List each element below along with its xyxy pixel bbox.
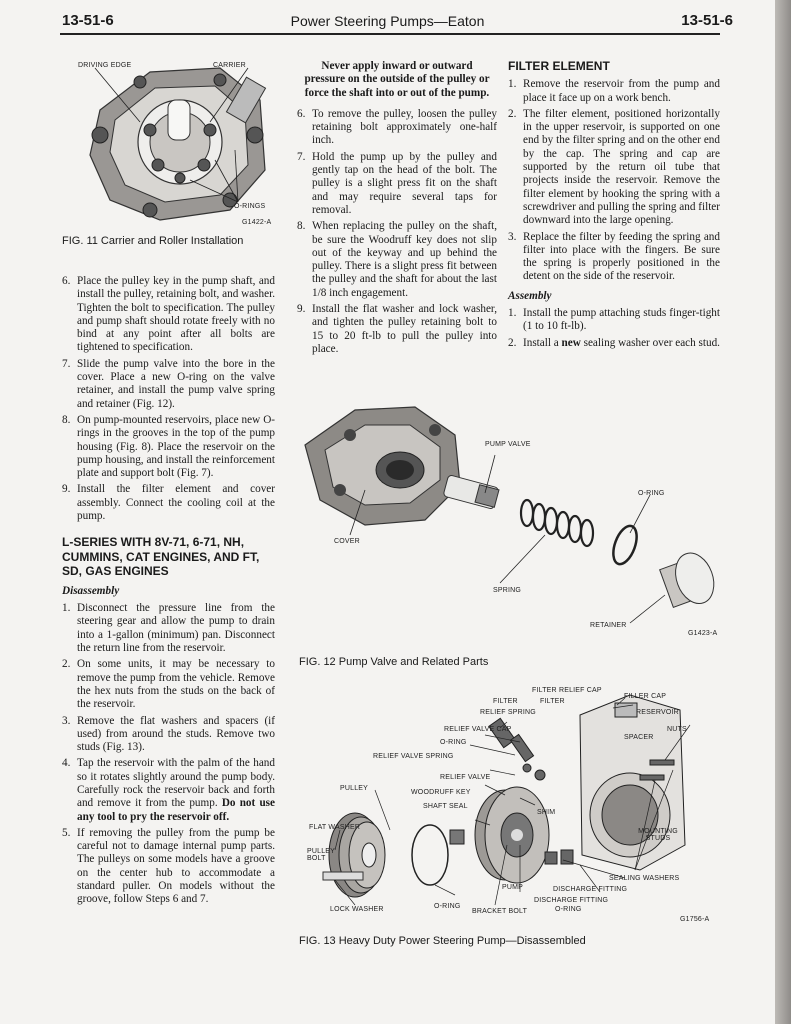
list-item: 6. To remove the pulley, loosen the pulley retaining bolt approximately one-half inch.: [297, 107, 497, 147]
disassembly-steps-list: [62, 602, 275, 907]
fig13-label-filter: FILTER: [493, 698, 518, 705]
fig13-label-discharge-fitting-1: DISCHARGE FITTING: [553, 886, 628, 893]
list-item: 4. Tap the reservoir with the palm of the hand so it rotates slightly around the pump body. Carefully rock the reservoir back and forth and remove it from the pump. Do not use any tool to pry the reservoir off.: [62, 757, 275, 823]
fig13-label-shim: SHIM: [537, 809, 556, 816]
fig12-label-cover: COVER: [334, 538, 360, 545]
fig13-label-pulley: PULLEY: [340, 785, 369, 792]
page-number-left: 13-51-6: [62, 12, 114, 29]
fig13-label-sealing-washers: SEALING WASHERS: [609, 875, 680, 882]
assembly-heading: Assembly: [508, 289, 552, 302]
fig11-code: G1422-A: [242, 219, 272, 226]
list-item: 1. Install the pump attaching studs finger-tight (1 to 10 ft-lb).: [508, 307, 720, 333]
fig12-label-pump-valve: PUMP VALVE: [485, 441, 531, 448]
list-item: 2. The filter element, positioned horizontally in the upper reservoir, is supported on one end by the filter spring and on the other end by the cap. The spring and cap are supported by the return oil tube that projects inside the reservoir. Remove the filter element by hooking the spring with a screwdriver and pulling the spring and filter downward into the large opening.: [508, 107, 720, 227]
fig13-label-relief-valve: RELIEF VALVE: [440, 774, 491, 781]
section-heading: L-SERIES WITH 8V-71, 6-71, NH, CUMMINS, CAT ENGINES, AND FT, SD, GAS ENGINES: [62, 535, 260, 579]
fig13-label-pulley-bolt: PULLEY BOLT: [307, 848, 335, 862]
fig13-label-relief-valve-cap: RELIEF VALVE CAP: [444, 726, 512, 733]
fig12-label-retainer: RETAINER: [590, 622, 627, 629]
fig13-label-oring-3: O-RING: [555, 906, 582, 913]
fig13-label-woodruff-key: WOODRUFF KEY: [411, 789, 471, 796]
fig12-label-spring: SPRING: [493, 587, 522, 594]
fig13-illustration: [295, 680, 735, 930]
fig13-label-flat-washer: FLAT WASHER: [309, 824, 361, 831]
fig13-label-oring-1: O-RING: [440, 739, 467, 746]
fig13-label-relief-valve-spring: RELIEF VALVE SPRING: [373, 753, 454, 760]
fig12-label-oring: O-RING: [638, 490, 665, 497]
list-item: 3. Remove the flat washers and spacers (if used) from around the studs. Remove two studs (Fig. 13).: [62, 714, 275, 754]
page-title: Power Steering Pumps—Eaton: [290, 13, 485, 29]
fig13-label-pump: PUMP: [502, 884, 524, 891]
fig13-code: G1756-A: [680, 916, 710, 923]
disassembly-heading: Disassembly: [62, 584, 120, 597]
fig12-code: G1423-A: [688, 630, 718, 637]
fig13-label-oring-2: O-RING: [434, 903, 461, 910]
list-item: 3. Replace the filter by feeding the spring and filter into place with the fingers. Be sure the spring is properly positioned in the detent on the side of the reservoir.: [508, 230, 720, 283]
filter-element-heading: FILTER ELEMENT: [508, 59, 610, 73]
fig13-label-lock-washer: LOCK WASHER: [330, 906, 384, 913]
list-item: 7. Hold the pump up by the pulley and gently tap on the head of the bolt. The pulley is a slight press fit on the shaft and may require several taps for removal.: [297, 150, 497, 216]
fig13-caption: FIG. 13 Heavy Duty Power Steering Pump—Disassembled: [299, 935, 586, 947]
fig11-caption: FIG. 11 Carrier and Roller Installation: [62, 235, 244, 247]
fig13-label-nuts: NUTS: [667, 726, 687, 733]
filter-steps-list: [508, 78, 720, 283]
fig13-label-reservoir: RESERVOIR: [636, 709, 679, 716]
list-item: 7. Slide the pump valve into the bore in the cover. Place a new O-ring on the valve retainer, and install the pump valve spring and retainer (Fig. 12).: [62, 357, 275, 410]
fig13-label-filter-plain: FILTER: [540, 698, 565, 705]
fig11-label-driving-edge: DRIVING EDGE: [78, 62, 132, 69]
list-item: 8. On pump-mounted reservoirs, place new O-rings in the grooves in the top of the pump housing (Fig. 8). Place the reservoir on the pump housing, and install the reinforcement plate and support bolt (Fig. 7).: [62, 413, 275, 480]
fig13-label-mounting-studs: MOUNTING STUDS: [638, 828, 678, 842]
fig13-label-bracket-bolt: BRACKET BOLT: [472, 908, 528, 915]
fig13-label-spacer: SPACER: [624, 734, 654, 741]
page-edge: [775, 0, 791, 1024]
list-item: 2. Install a new sealing washer over each stud.: [508, 336, 720, 349]
list-item: 6. Place the pulley key in the pump shaft, and install the pulley, retaining bolt, and washer. Tighten the bolt to specification. The pulley and pump shaft should rotate freely with no bind at any point after all bolts are tightened to specification.: [62, 275, 275, 354]
fig12-illustration: [295, 395, 735, 645]
list-item: 1. Disconnect the pressure line from the steering gear and allow the pump to drain into a 1-gallon (minimum) pan. Disconnect the return line from the reservoir.: [62, 602, 275, 655]
header-rule: [60, 33, 720, 35]
caution-note: Never apply inward or outward pressure on the outside of the pulley or force the shaft into or out of the pump.: [304, 60, 490, 99]
list-item: 2. On some units, it may be necessary to remove the pump from the vehicle. Remove the hex nuts from the studs on the back of the reservoir.: [62, 658, 275, 711]
list-item: 5. If removing the pulley from the pump be careful not to damage internal pump parts. The pulleys on some models have a groove on the center hub to accommodate a standard puller. On models without the groove, follow Steps 6 and 7.: [62, 826, 275, 906]
column-left: [62, 275, 275, 910]
fig12-caption: FIG. 12 Pump Valve and Related Parts: [299, 656, 489, 668]
fig13-label-filter-relief-cap: FILTER RELIEF CAP: [532, 687, 602, 694]
fig13-label-relief-spring: RELIEF SPRING: [480, 709, 536, 716]
fig13-label-shaft-seal: SHAFT SEAL: [423, 803, 468, 810]
page-number-right: 13-51-6: [681, 12, 733, 29]
column-right: [508, 60, 720, 353]
assembly-list: [508, 307, 720, 350]
fig11-label-orings: O-RINGS: [234, 203, 266, 210]
fig13-label-filler-cap: FILLER CAP: [624, 693, 667, 700]
list-item: 1. Remove the reservoir from the pump and place it face up on a work bench.: [508, 78, 720, 104]
pulley-steps-list: [297, 108, 497, 356]
list-item: 9. Install the flat washer and lock washer, and tighten the pulley retaining bolt to 15 to 20 ft-lb to pull the pulley into place.: [297, 303, 497, 355]
list-item: 9. Install the filter element and cover assembly. Connect the cooling coil at the pump.: [62, 483, 275, 523]
list-item: 8. When replacing the pulley on the shaft, be sure the Woodruff key does not slip out of the keyway and up behind the pulley. There is a slight press fit between the pulley and the shaft for about the last 1/8 inch engagement.: [297, 220, 497, 299]
assembly-steps-list: [62, 275, 275, 523]
fig11-label-carrier: CARRIER: [213, 62, 246, 69]
fig13-label-discharge-fitting-2: DISCHARGE FITTING: [534, 897, 609, 904]
column-middle: [297, 60, 497, 359]
